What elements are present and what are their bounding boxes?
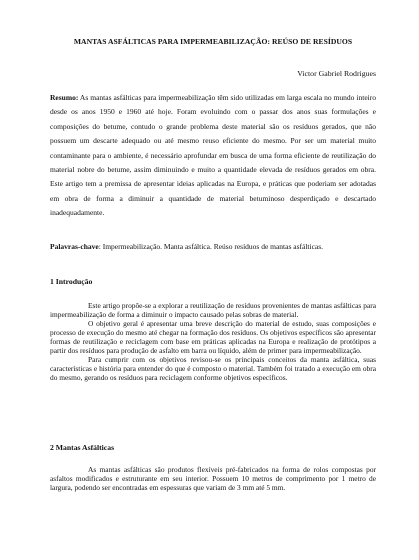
abstract-block [50, 91, 376, 221]
paragraph: Este artigo propõe-se a explorar a reutilização de resíduos provenientes de mantas asfálticas para impermeabilização de forma a diminuir o impacto causado pelas sobras de material. [50, 301, 376, 319]
paragraph: O objetivo geral é apresentar uma breve descrição do material de estudo, suas composições e processo de execução do mesmo até chegar na formação dos resíduos. Os objetivos específicos são apresentar formas de reutilização e reciclagem com base em práticas aplicadas na Europa e realização de protótipos a partir dos resíduos para produção de asfalto em barra ou líquido, além de primer para impermeabilização. [50, 318, 376, 355]
keywords-block [50, 242, 376, 251]
paper-title: MANTAS ASFÁLTICAS PARA IMPERMEABILIZAÇÃO: REÚSO DE RESÍDUOS [73, 37, 353, 46]
section-body-mantas-asfalticas [50, 466, 376, 493]
abstract-label: Resumo: [50, 93, 79, 102]
author-name: Victor Gabriel Rodrigues [297, 69, 376, 78]
section-heading-introduction: 1 Introdução [50, 277, 93, 286]
section-heading-mantas-asfalticas: 2 Mantas Asfálticas [50, 443, 115, 452]
paragraph: As mantas asfálticas são produtos flexíveis pré-fabricados na forma de rolos compostas por asfaltos modificados e estruturante em seu interior. Possuem 10 metros de comprimento por 1 metro de largura, podendo ser encontradas em espessuras que variam de 3 mm até 5 mm. [50, 465, 376, 492]
abstract-text: As mantas asfálticas para impermeabilização têm sido utilizadas em larga escala no mundo inteiro desde os anos 1950 e 1960 até hoje. Foram evoluindo com o passar dos anos suas formulações e composições do betume, contudo o grande problema deste material são os resíduos gerados, que não possuem um descarte adequado ou até mesmo reuso eficiente do mesmo. Por ser um material muito contaminante para o ambiente, é necessário aprofundar em busca de uma forma eficiente de reutilização do material nobre do betume, assim diminuindo e muito a quantidade elevada de resíduos gerados em obra. Este artigo tem a premissa de apresentar ideias aplicadas na Europa, e práticas que poderiam ser adotadas em obra de forma a diminuir a quantidade de material betuminoso desperdiçado e descartado inadequadamente. [50, 93, 376, 218]
keywords-label: Palavras-chave [50, 242, 99, 251]
paragraph: Para cumprir com os objetivos revisou-se os principais conceitos da manta asfáltica, suas características e história para entender do que é composto o material. Também foi tratado a execução em obra do mesmo, gerando os resíduos para reciclagem conforme objetivos específicos. [50, 354, 376, 382]
keywords-text: : Impermeabilização. Manta asfáltica. Reúso resíduos de mantas asfálticas. [98, 242, 324, 251]
section-body-introduction [50, 302, 376, 383]
